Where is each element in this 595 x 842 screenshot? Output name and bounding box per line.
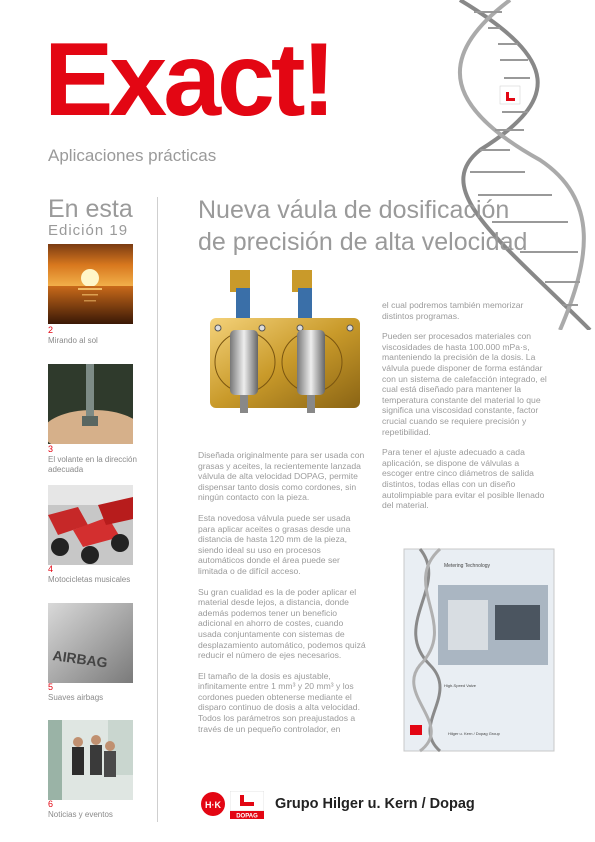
- dopag-mark-icon: [500, 86, 520, 104]
- article-paragraph: Su gran cualidad es la de poder aplicar el material desde lejos, a distancia, donde además podemos tener un beneficio adicional en ahorro de costes, cuando usada conjuntamente con sistemas de desplazamiento automático, podemos quizá reducir el número de ejes necesarios.: [198, 586, 366, 661]
- thumb-number-4: 5: [48, 682, 54, 692]
- masthead-title: Exact!: [44, 22, 333, 138]
- hilger-kern-logo: [200, 791, 226, 817]
- article-left-column: [198, 450, 368, 744]
- thumb-caption-2[interactable]: El volante en la dirección adecuada: [48, 455, 137, 474]
- brochure-subtitle: High-Speed Valve: [444, 683, 476, 688]
- thumb-number-3: 4: [48, 564, 54, 574]
- brochure-image: [400, 545, 560, 755]
- sidebar-title: En esta: [48, 195, 133, 223]
- article-right-column: [382, 300, 552, 521]
- article-headline: [198, 194, 558, 258]
- thumb-number-5: 6: [48, 799, 54, 809]
- dopag-logo-text: DOPAG: [236, 813, 258, 819]
- article-paragraph: Diseñada originalmente para ser usada con grasas y aceites, la recientemente lanzada válvula de alta velocidad DOPAG, permite dispensar tanto dosis como cordones, sin ningún contacto con la pieza.: [198, 450, 365, 503]
- article-paragraph: El tamaño de la dosis es ajustable, infinitamente entre 1 mm³ y 20 mm³ y los cordones pueden obtenerse mediante el disparo continuo de dosis a alta velocidad. Todos los parámetros son preajustados a través de un pequeño controlador, en: [198, 670, 360, 734]
- article-paragraph: Para tener el ajuste adecuado a cada aplicación, se dispone de válvulas a escoger entre cinco diámetros de salida distintos, todas ellas con un diseño autolimpiable para evitar el posible llenado del material.: [382, 447, 545, 511]
- thumb-caption-5[interactable]: Noticias y eventos: [48, 810, 113, 819]
- sidebar-divider: [157, 197, 158, 822]
- masthead-subtitle: Aplicaciones prácticas: [48, 146, 217, 165]
- sunset-thumbnail[interactable]: [48, 244, 133, 324]
- hk-logo-text: H·K: [205, 800, 221, 810]
- steering-thumbnail[interactable]: [48, 364, 133, 444]
- airbag-embossed-text: AIRBAG: [51, 647, 109, 671]
- brochure-footer: Hilger u. Kern / Dopag Group: [448, 731, 500, 736]
- events-thumbnail[interactable]: [48, 720, 133, 800]
- motorcycles-thumbnail[interactable]: [48, 485, 133, 565]
- dosing-valve-image: [200, 270, 375, 440]
- headline-line-2: de precisión de alta velocidad: [198, 228, 528, 256]
- airbag-thumbnail[interactable]: [48, 603, 133, 683]
- thumb-number-1: 2: [48, 325, 54, 335]
- thumb-caption-3[interactable]: Motocicletas musicales: [48, 575, 131, 584]
- brochure-title: Metering Technology: [444, 563, 491, 569]
- article-paragraph: el cual podremos también memorizar distintos programas.: [382, 300, 524, 321]
- article-paragraph: Esta novedosa válvula puede ser usada para aplicar aceites o grasas desde una distancia de hasta 120 mm de la pieza, siendo ideal su uso en procesos automáticos donde el área puede ser limitada o de difícil acceso.: [198, 512, 351, 576]
- company-name: Grupo Hilger u. Kern / Dopag: [275, 796, 475, 812]
- dopag-logo: [230, 791, 264, 819]
- thumb-caption-1[interactable]: Mirando al sol: [48, 336, 98, 345]
- headline-line-1: Nueva váula de dosificación: [198, 196, 510, 224]
- article-paragraph: Pueden ser procesados materiales con viscosidades de hasta 100.000 mPa·s, manteniendo la precisión de la dosis. La válvula puede disponer de forma estándar con un sistema de calefacción integrado, el cual está diseñado para mantener la temperatura constante del material lo que significa una viscosidad constante, factor crucial cuando se requiere precisión y repetibilidad.: [382, 331, 547, 437]
- dna-helix-graphic: [440, 0, 595, 330]
- thumb-caption-4[interactable]: Suaves airbags: [48, 693, 104, 702]
- sidebar-edition: Edición 19: [48, 222, 129, 239]
- thumb-number-2: 3: [48, 444, 54, 454]
